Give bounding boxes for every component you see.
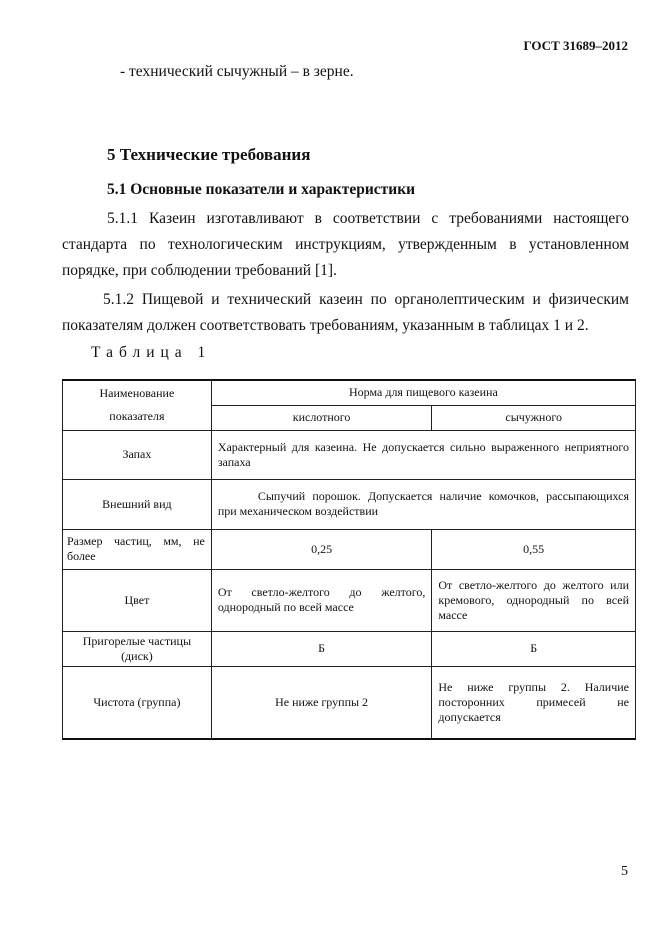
row-rennet-value: От светло-желтого до желтого или кремового, однородный по всей массе [432,569,636,631]
requirements-table [62,379,636,740]
subsection-title: 5.1 Основные показатели и характеристики [107,181,416,198]
header-acid: кислотного [211,405,432,430]
row-name: Пригорелые частицы (диск) [63,631,212,666]
row-rennet-value: Б [432,631,636,666]
table-row [63,666,636,739]
row-name: Цвет [63,569,212,631]
paragraph-5-1-1-line1: 5.1.1 Казеин изготавливают в соответствии с требованиями настоящего [107,210,629,227]
row-name: Размер частиц, мм, не более [63,529,212,569]
header-rennet: сычужного [432,405,636,430]
row-rennet-value: Не ниже группы 2. Наличие посторонних примесей не допускается [432,666,636,739]
row-name: Внешний вид [63,479,212,529]
table-row [63,430,636,479]
header-food-casein-norm: Норма для пищевого казеина [211,380,635,405]
table-row [63,631,636,666]
row-acid-value: Б [211,631,432,666]
row-acid-value: Не ниже группы 2 [211,666,432,739]
paragraph-5-1-2-line1: 5.1.2 Пищевой и технический казеин по органолептическим и физическим [103,291,629,308]
table-caption: Таблица 1 [91,344,212,361]
page-number: 5 [621,864,628,879]
row-name: Чистота (группа) [63,666,212,739]
row-merged-value: Сыпучий порошок. Допускается наличие комочков, рассыпающихся при механическом воздействии [211,479,635,529]
header-indicator-name: Наименование показателя [63,380,212,430]
row-merged-value: Характерный для казеина. Не допускается сильно выраженного неприятного запаха [211,430,635,479]
table-row [63,569,636,631]
table-row [63,529,636,569]
row-rennet-value: 0,55 [432,529,636,569]
row-name: Запах [63,430,212,479]
paragraph-5-1-2-line2: показателям должен соответствовать требованиям, указанным в таблицах 1 и 2. [62,317,589,334]
intro-line: - технический сычужный – в зерне. [120,63,354,80]
table-row [63,479,636,529]
row-acid-value: 0,25 [211,529,432,569]
paragraph-5-1-1-line3: порядке, при соблюдении требований [1]. [62,262,337,279]
document-code: ГОСТ 31689–2012 [523,38,628,53]
paragraph-5-1-1-line2: стандарта по технологическим инструкциям, утвержденным в установленном [62,236,629,253]
section-title: 5 Технические требования [107,145,311,164]
table-header-row [63,380,636,405]
row-acid-value: От светло-желтого до желтого, однородный по всей массе [211,569,432,631]
